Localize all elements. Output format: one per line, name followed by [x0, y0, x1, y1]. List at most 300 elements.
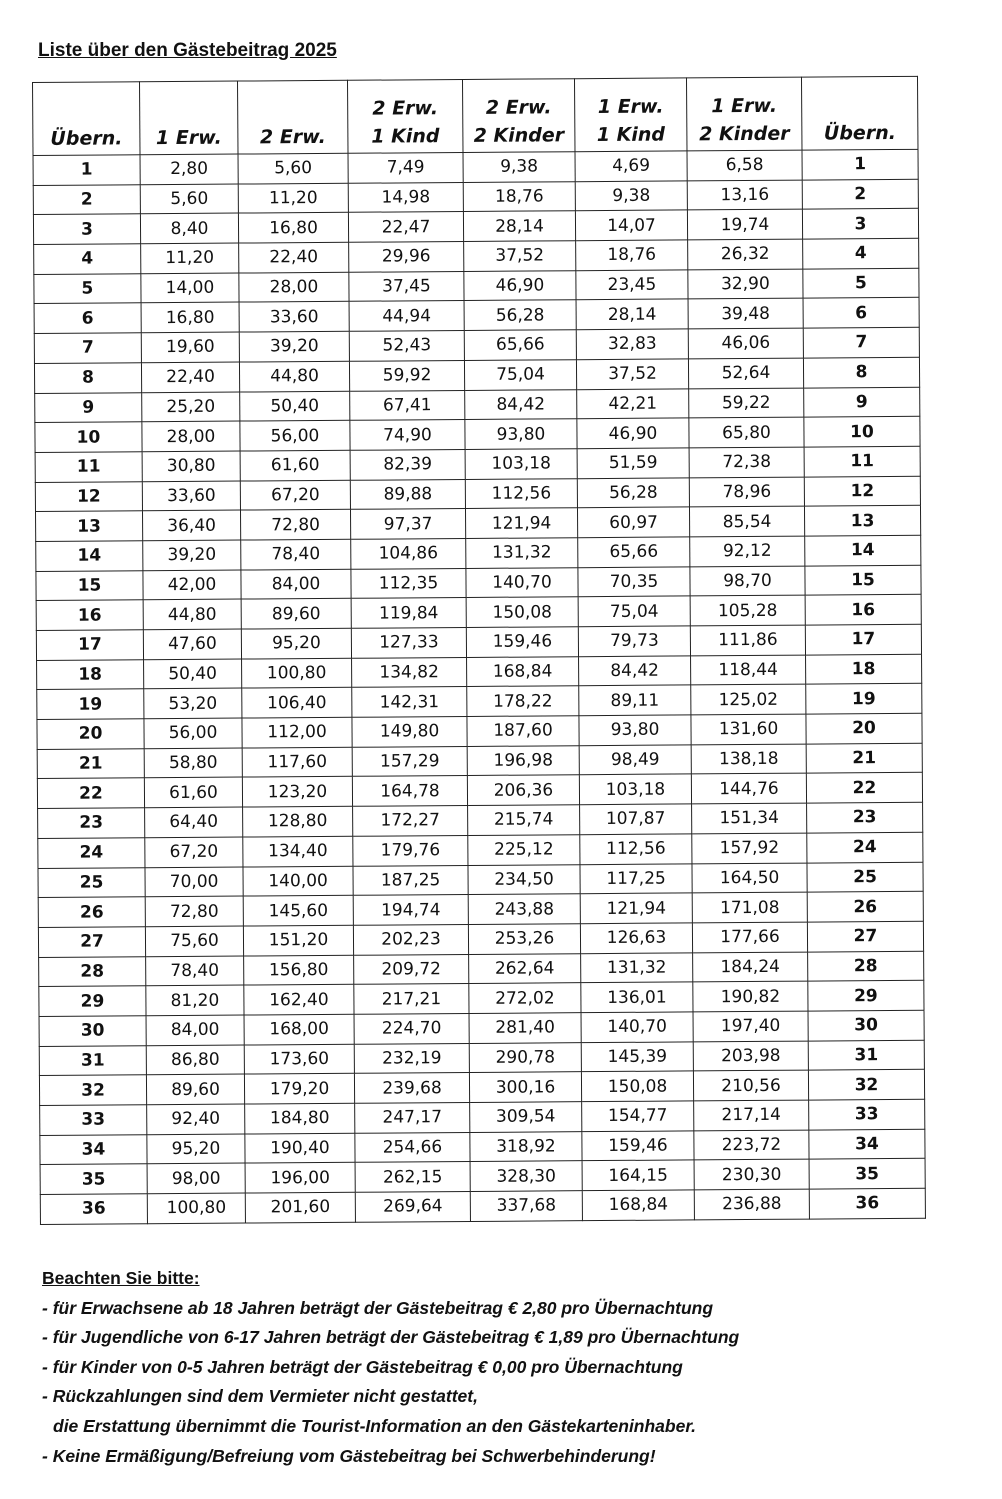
fee-cell: 75,60: [145, 926, 243, 956]
fee-cell: 184,80: [245, 1103, 355, 1133]
fee-cell: 234,50: [468, 864, 580, 894]
fee-cell: 28,00: [239, 272, 349, 302]
fee-cell: 42,21: [577, 388, 689, 418]
note-line: die Erstattung übernimmt die Tourist-Information an den Gästekarteninhaber.: [53, 1415, 697, 1436]
fee-cell: 125,02: [691, 684, 806, 714]
column-header-top: 2 Erw.: [372, 97, 439, 120]
fee-cell: 123,20: [242, 777, 352, 807]
header-row: [33, 76, 918, 155]
fee-cell: 173,60: [244, 1044, 354, 1074]
fee-cell: 72,80: [240, 510, 350, 540]
fee-cell: 217,14: [694, 1100, 809, 1130]
fee-cell: 225,12: [468, 835, 580, 865]
fee-cell: 230,30: [694, 1159, 809, 1189]
fee-cell: 46,06: [688, 328, 803, 358]
fee-cell: 6,58: [687, 150, 802, 180]
nights-cell-right: 10: [804, 416, 920, 446]
fee-cell: 117,60: [242, 747, 352, 777]
column-header-bottom: 2 Kinder: [473, 124, 565, 147]
fee-cell: 269,64: [355, 1192, 470, 1222]
fee-cell: 131,32: [581, 952, 693, 982]
fee-cell: 89,88: [350, 479, 465, 509]
fee-cell: 86,80: [146, 1045, 244, 1075]
fee-cell: 8,40: [140, 213, 238, 243]
fee-cell: 14,07: [575, 210, 687, 240]
nights-cell: 2: [33, 184, 140, 214]
nights-cell: 11: [35, 452, 142, 482]
fee-cell: 150,08: [581, 1071, 693, 1101]
fee-cell: 95,20: [241, 628, 351, 658]
nights-cell: 24: [38, 838, 145, 868]
nights-cell-right: 31: [808, 1040, 924, 1070]
fee-cell: 290,78: [469, 1042, 581, 1072]
fee-cell: 84,42: [465, 389, 577, 419]
fee-cell: 36,40: [142, 510, 240, 540]
fee-cell: 300,16: [469, 1072, 581, 1102]
fee-table-header: [33, 76, 918, 155]
nights-cell-right: 34: [809, 1129, 925, 1159]
column-header: [462, 79, 575, 153]
fee-cell: 4,69: [575, 151, 687, 181]
nights-cell: 32: [39, 1075, 146, 1105]
fee-cell: 33,60: [239, 302, 349, 332]
fee-cell: 224,70: [354, 1013, 469, 1043]
nights-cell-right: 14: [805, 535, 921, 565]
fee-cell: 217,21: [354, 984, 469, 1014]
fee-cell: 13,16: [687, 180, 802, 210]
fee-cell: 23,45: [576, 270, 688, 300]
fee-cell: 210,56: [693, 1070, 808, 1100]
fee-cell: 131,32: [466, 538, 578, 568]
fee-cell: 50,40: [240, 391, 350, 421]
fee-cell: 39,48: [688, 299, 803, 329]
nights-cell: 15: [36, 570, 143, 600]
fee-cell: 177,66: [692, 922, 807, 952]
nights-cell-right: 20: [806, 713, 922, 743]
fee-cell: 67,20: [240, 480, 350, 510]
fee-cell: 134,82: [352, 657, 467, 687]
notes-section: [42, 1264, 739, 1471]
column-header-bottom: 2 Erw.: [259, 125, 326, 149]
column-header: [574, 78, 687, 152]
nights-cell-right: 23: [807, 802, 923, 832]
fee-cell: 19,60: [141, 332, 239, 362]
nights-cell: 35: [40, 1164, 147, 1194]
fee-cell: 254,66: [355, 1132, 470, 1162]
fee-cell: 149,80: [352, 717, 467, 747]
fee-cell: 140,70: [466, 567, 578, 597]
fee-cell: 145,39: [581, 1042, 693, 1072]
fee-cell: 178,22: [467, 686, 579, 716]
fee-cell: 56,28: [577, 477, 689, 507]
column-header-bottom: 2 Kinder: [699, 122, 790, 146]
fee-cell: 56,00: [240, 420, 350, 450]
fee-cell: 16,80: [141, 302, 239, 332]
fee-cell: 56,00: [144, 718, 242, 748]
fee-cell: 18,76: [576, 240, 688, 270]
fee-cell: 164,50: [692, 863, 807, 893]
nights-cell-right: 11: [804, 446, 920, 476]
fee-cell: 140,70: [581, 1012, 693, 1042]
fee-cell: 281,40: [469, 1013, 581, 1043]
fee-cell: 78,96: [689, 477, 804, 507]
fee-cell: 5,60: [140, 184, 238, 214]
fee-cell: 25,20: [142, 392, 240, 422]
fee-cell: 100,80: [147, 1193, 245, 1223]
nights-cell: 10: [35, 422, 142, 452]
fee-cell: 262,15: [355, 1162, 470, 1192]
fee-cell: 39,20: [239, 331, 349, 361]
fee-cell: 202,23: [353, 924, 468, 954]
fee-cell: 29,96: [349, 242, 464, 272]
nights-cell-right: 21: [806, 743, 922, 773]
fee-cell: 67,20: [145, 837, 243, 867]
nights-cell: 31: [39, 1045, 146, 1075]
fee-table: [32, 76, 926, 1225]
fee-cell: 11,20: [238, 183, 348, 213]
nights-cell-right: 26: [807, 891, 923, 921]
note-line: - Rückzahlungen sind dem Vermieter nicht gestattet,: [42, 1386, 478, 1407]
fee-cell: 318,92: [470, 1131, 582, 1161]
fee-cell: 7,49: [348, 152, 463, 182]
fee-cell: 70,35: [578, 567, 690, 597]
nights-cell-right: 30: [808, 1010, 924, 1040]
fee-cell: 194,74: [353, 895, 468, 925]
nights-cell-right: 22: [806, 773, 922, 803]
fee-cell: 134,40: [243, 836, 353, 866]
fee-cell: 154,77: [582, 1101, 694, 1131]
fee-cell: 81,20: [146, 985, 244, 1015]
column-header-top: 1 Erw.: [711, 94, 778, 118]
fee-cell: 65,66: [578, 537, 690, 567]
fee-table-body: [33, 149, 925, 1224]
fee-cell: 168,84: [467, 656, 579, 686]
nights-cell-right: 12: [804, 476, 920, 506]
fee-cell: 172,27: [353, 806, 468, 836]
nights-cell: 8: [34, 363, 141, 393]
fee-cell: 190,82: [693, 981, 808, 1011]
nights-cell-right: 8: [803, 357, 919, 387]
notes-heading: Beachten Sie bitte:: [42, 1268, 200, 1288]
nights-cell: 29: [39, 986, 146, 1016]
column-header-bottom: Übern.: [823, 121, 896, 145]
fee-cell: 22,40: [141, 362, 239, 392]
fee-cell: 37,52: [576, 359, 688, 389]
fee-cell: 32,90: [688, 269, 803, 299]
fee-cell: 60,97: [577, 507, 689, 537]
fee-cell: 150,08: [466, 597, 578, 627]
nights-cell-right: 3: [802, 209, 918, 239]
nights-cell: 36: [40, 1194, 147, 1224]
fee-cell: 89,60: [241, 599, 351, 629]
fee-cell: 105,28: [690, 595, 805, 625]
fee-cell: 78,40: [146, 956, 244, 986]
fee-cell: 65,66: [464, 330, 576, 360]
fee-cell: 82,39: [350, 449, 465, 479]
fee-cell: 70,00: [145, 867, 243, 897]
document-title: Liste über den Gästebeitrag 2025: [38, 40, 337, 61]
nights-cell-right: 27: [807, 921, 923, 951]
fee-cell: 39,20: [143, 540, 241, 570]
note-line: - für Erwachsene ab 18 Jahren beträgt der Gästebeitrag € 2,80 pro Übernachtung: [42, 1297, 714, 1318]
fee-cell: 26,32: [688, 239, 803, 269]
fee-cell: 119,84: [351, 598, 466, 628]
nights-cell: 9: [35, 392, 142, 422]
nights-cell: 13: [36, 511, 143, 541]
fee-cell: 16,80: [238, 213, 348, 243]
fee-cell: 151,20: [243, 925, 353, 955]
fee-cell: 236,88: [694, 1189, 809, 1219]
fee-cell: 142,31: [352, 687, 467, 717]
fee-cell: 112,35: [351, 568, 466, 598]
nights-cell: 30: [39, 1016, 146, 1046]
nights-cell-right: 1: [802, 149, 918, 179]
fee-cell: 117,25: [580, 863, 692, 893]
fee-cell: 121,94: [465, 508, 577, 538]
fee-cell: 126,63: [580, 923, 692, 953]
fee-cell: 157,92: [692, 833, 807, 863]
fee-cell: 164,78: [352, 776, 467, 806]
fee-cell: 196,00: [245, 1163, 355, 1193]
column-header: [801, 76, 918, 150]
fee-cell: 151,34: [692, 803, 807, 833]
fee-cell: 144,76: [691, 774, 806, 804]
nights-cell: 23: [38, 808, 145, 838]
fee-cell: 64,40: [145, 807, 243, 837]
column-header-bottom: 1 Kind: [371, 125, 440, 148]
fee-cell: 98,70: [690, 566, 805, 596]
nights-cell-right: 18: [806, 654, 922, 684]
nights-cell-right: 24: [807, 832, 923, 862]
fee-cell: 184,24: [693, 952, 808, 982]
fee-cell: 95,20: [147, 1134, 245, 1164]
fee-cell: 14,98: [348, 182, 463, 212]
nights-cell-right: 17: [805, 624, 921, 654]
fee-cell: 179,76: [353, 835, 468, 865]
fee-cell: 103,18: [465, 449, 577, 479]
column-header: [33, 82, 141, 156]
fee-cell: 44,94: [349, 301, 464, 331]
nights-cell-right: 7: [803, 327, 919, 357]
fee-cell: 51,59: [577, 448, 689, 478]
nights-cell: 34: [40, 1134, 147, 1164]
fee-cell: 75,04: [578, 596, 690, 626]
fee-cell: 93,80: [465, 419, 577, 449]
fee-cell: 168,84: [582, 1190, 694, 1220]
fee-cell: 84,00: [241, 569, 351, 599]
fee-cell: 22,47: [348, 212, 463, 242]
fee-cell: 171,08: [692, 892, 807, 922]
fee-cell: 28,00: [142, 421, 240, 451]
column-header-bottom: 1 Kind: [596, 123, 666, 147]
note-line: - für Kinder von 0-5 Jahren beträgt der Gästebeitrag € 0,00 pro Übernachtung: [42, 1356, 683, 1377]
nights-cell-right: 4: [803, 238, 919, 268]
fee-cell: 75,04: [464, 360, 576, 390]
fee-cell: 2,80: [140, 154, 238, 184]
fee-cell: 58,80: [144, 748, 242, 778]
column-header-bottom: Übern.: [50, 127, 123, 150]
fee-cell: 112,56: [465, 478, 577, 508]
fee-cell: 328,30: [470, 1161, 582, 1191]
fee-cell: 187,25: [353, 865, 468, 895]
nights-cell: 12: [35, 481, 142, 511]
fee-cell: 33,60: [142, 481, 240, 511]
nights-cell-right: 32: [808, 1070, 924, 1100]
fee-cell: 138,18: [691, 744, 806, 774]
nights-cell-right: 25: [807, 862, 923, 892]
fee-cell: 22,40: [239, 242, 349, 272]
nights-cell-right: 6: [803, 298, 919, 328]
nights-cell-right: 33: [809, 1099, 925, 1129]
nights-cell-right: 29: [808, 981, 924, 1011]
fee-cell: 111,86: [690, 625, 805, 655]
fee-cell: 168,00: [244, 1014, 354, 1044]
table-row: [40, 1188, 925, 1224]
nights-cell-right: 15: [805, 565, 921, 595]
fee-cell: 84,42: [579, 656, 691, 686]
fee-cell: 85,54: [689, 506, 804, 536]
fee-cell: 19,74: [687, 209, 802, 239]
fee-cell: 56,28: [464, 300, 576, 330]
fee-cell: 145,60: [243, 895, 353, 925]
fee-cell: 121,94: [580, 893, 692, 923]
nights-cell: 17: [36, 630, 143, 660]
fee-cell: 92,40: [147, 1104, 245, 1134]
fee-cell: 112,00: [242, 717, 352, 747]
nights-cell: 1: [33, 155, 140, 185]
fee-cell: 5,60: [238, 153, 348, 183]
fee-cell: 247,17: [355, 1102, 470, 1132]
fee-cell: 74,90: [350, 420, 465, 450]
nights-cell-right: 16: [805, 595, 921, 625]
fee-cell: 59,92: [349, 360, 464, 390]
fee-cell: 100,80: [242, 658, 352, 688]
fee-cell: 9,38: [575, 181, 687, 211]
fee-cell: 89,60: [146, 1074, 244, 1104]
column-header: [237, 80, 348, 154]
fee-cell: 196,98: [467, 745, 579, 775]
fee-cell: 127,33: [351, 627, 466, 657]
nights-cell-right: 2: [802, 179, 918, 209]
fee-cell: 104,86: [351, 538, 466, 568]
fee-cell: 203,98: [693, 1041, 808, 1071]
fee-cell: 72,80: [145, 896, 243, 926]
fee-cell: 337,68: [470, 1191, 582, 1221]
nights-cell: 5: [34, 273, 141, 303]
column-header-top: 1 Erw.: [597, 95, 664, 119]
fee-cell: 61,60: [240, 450, 350, 480]
fee-cell: 18,76: [463, 181, 575, 211]
fee-cell: 239,68: [354, 1073, 469, 1103]
nights-cell-right: 19: [806, 684, 922, 714]
fee-cell: 78,40: [241, 539, 351, 569]
fee-cell: 11,20: [141, 243, 239, 273]
fee-cell: 97,37: [350, 509, 465, 539]
fee-cell: 190,40: [245, 1133, 355, 1163]
fee-cell: 164,15: [582, 1160, 694, 1190]
fee-cell: 53,20: [144, 688, 242, 718]
fee-cell: 131,60: [691, 714, 806, 744]
fee-cell: 84,00: [146, 1015, 244, 1045]
fee-cell: 103,18: [579, 774, 691, 804]
fee-cell: 197,40: [693, 1011, 808, 1041]
fee-cell: 179,20: [244, 1074, 354, 1104]
fee-cell: 136,01: [581, 982, 693, 1012]
fee-cell: 61,60: [144, 777, 242, 807]
nights-cell: 18: [37, 659, 144, 689]
fee-cell: 28,14: [463, 211, 575, 241]
nights-cell-right: 5: [803, 268, 919, 298]
fee-cell: 272,02: [469, 983, 581, 1013]
fee-cell: 159,46: [466, 627, 578, 657]
fee-cell: 93,80: [579, 715, 691, 745]
column-header: [686, 77, 802, 151]
fee-cell: 253,26: [468, 924, 580, 954]
fee-cell: 262,64: [469, 953, 581, 983]
nights-cell-right: 9: [804, 387, 920, 417]
fee-cell: 14,00: [141, 273, 239, 303]
column-header-top: 2 Erw.: [485, 96, 552, 119]
fee-cell: 79,73: [578, 626, 690, 656]
fee-cell: 159,46: [582, 1131, 694, 1161]
fee-cell: 128,80: [243, 806, 353, 836]
nights-cell: 27: [38, 927, 145, 957]
fee-cell: 157,29: [352, 746, 467, 776]
fee-cell: 59,22: [689, 388, 804, 418]
note-line: - für Jugendliche von 6-17 Jahren beträgt der Gästebeitrag € 1,89 pro Übernachtung: [42, 1327, 740, 1348]
nights-cell: 21: [37, 748, 144, 778]
column-header: [347, 79, 463, 153]
fee-cell: 46,90: [464, 270, 576, 300]
fee-cell: 107,87: [580, 804, 692, 834]
fee-cell: 28,14: [576, 299, 688, 329]
fee-cell: 37,45: [349, 271, 464, 301]
nights-cell: 25: [38, 867, 145, 897]
fee-cell: 89,11: [579, 685, 691, 715]
nights-cell-right: 36: [809, 1188, 925, 1218]
column-header: [140, 81, 239, 155]
nights-cell-right: 28: [808, 951, 924, 981]
fee-cell: 9,38: [463, 152, 575, 182]
fee-cell: 206,36: [467, 775, 579, 805]
nights-cell: 14: [36, 541, 143, 571]
fee-cell: 187,60: [467, 716, 579, 746]
fee-cell: 42,00: [143, 570, 241, 600]
fee-cell: 72,38: [689, 447, 804, 477]
fee-cell: 232,19: [354, 1043, 469, 1073]
nights-cell: 3: [33, 214, 140, 244]
fee-cell: 98,49: [579, 745, 691, 775]
fee-cell: 309,54: [470, 1102, 582, 1132]
fee-cell: 243,88: [468, 894, 580, 924]
fee-cell: 98,00: [147, 1163, 245, 1193]
nights-cell: 4: [34, 244, 141, 274]
fee-cell: 209,72: [354, 954, 469, 984]
fee-cell: 106,40: [242, 688, 352, 718]
fee-cell: 50,40: [144, 659, 242, 689]
fee-cell: 46,90: [577, 418, 689, 448]
fee-cell: 118,44: [691, 655, 806, 685]
fee-cell: 32,83: [576, 329, 688, 359]
nights-cell: 26: [38, 897, 145, 927]
fee-cell: 44,80: [239, 361, 349, 391]
fee-cell: 223,72: [694, 1130, 809, 1160]
fee-cell: 156,80: [244, 955, 354, 985]
nights-cell-right: 35: [809, 1159, 925, 1189]
fee-cell: 44,80: [143, 599, 241, 629]
fee-cell: 92,12: [690, 536, 805, 566]
nights-cell: 20: [37, 719, 144, 749]
